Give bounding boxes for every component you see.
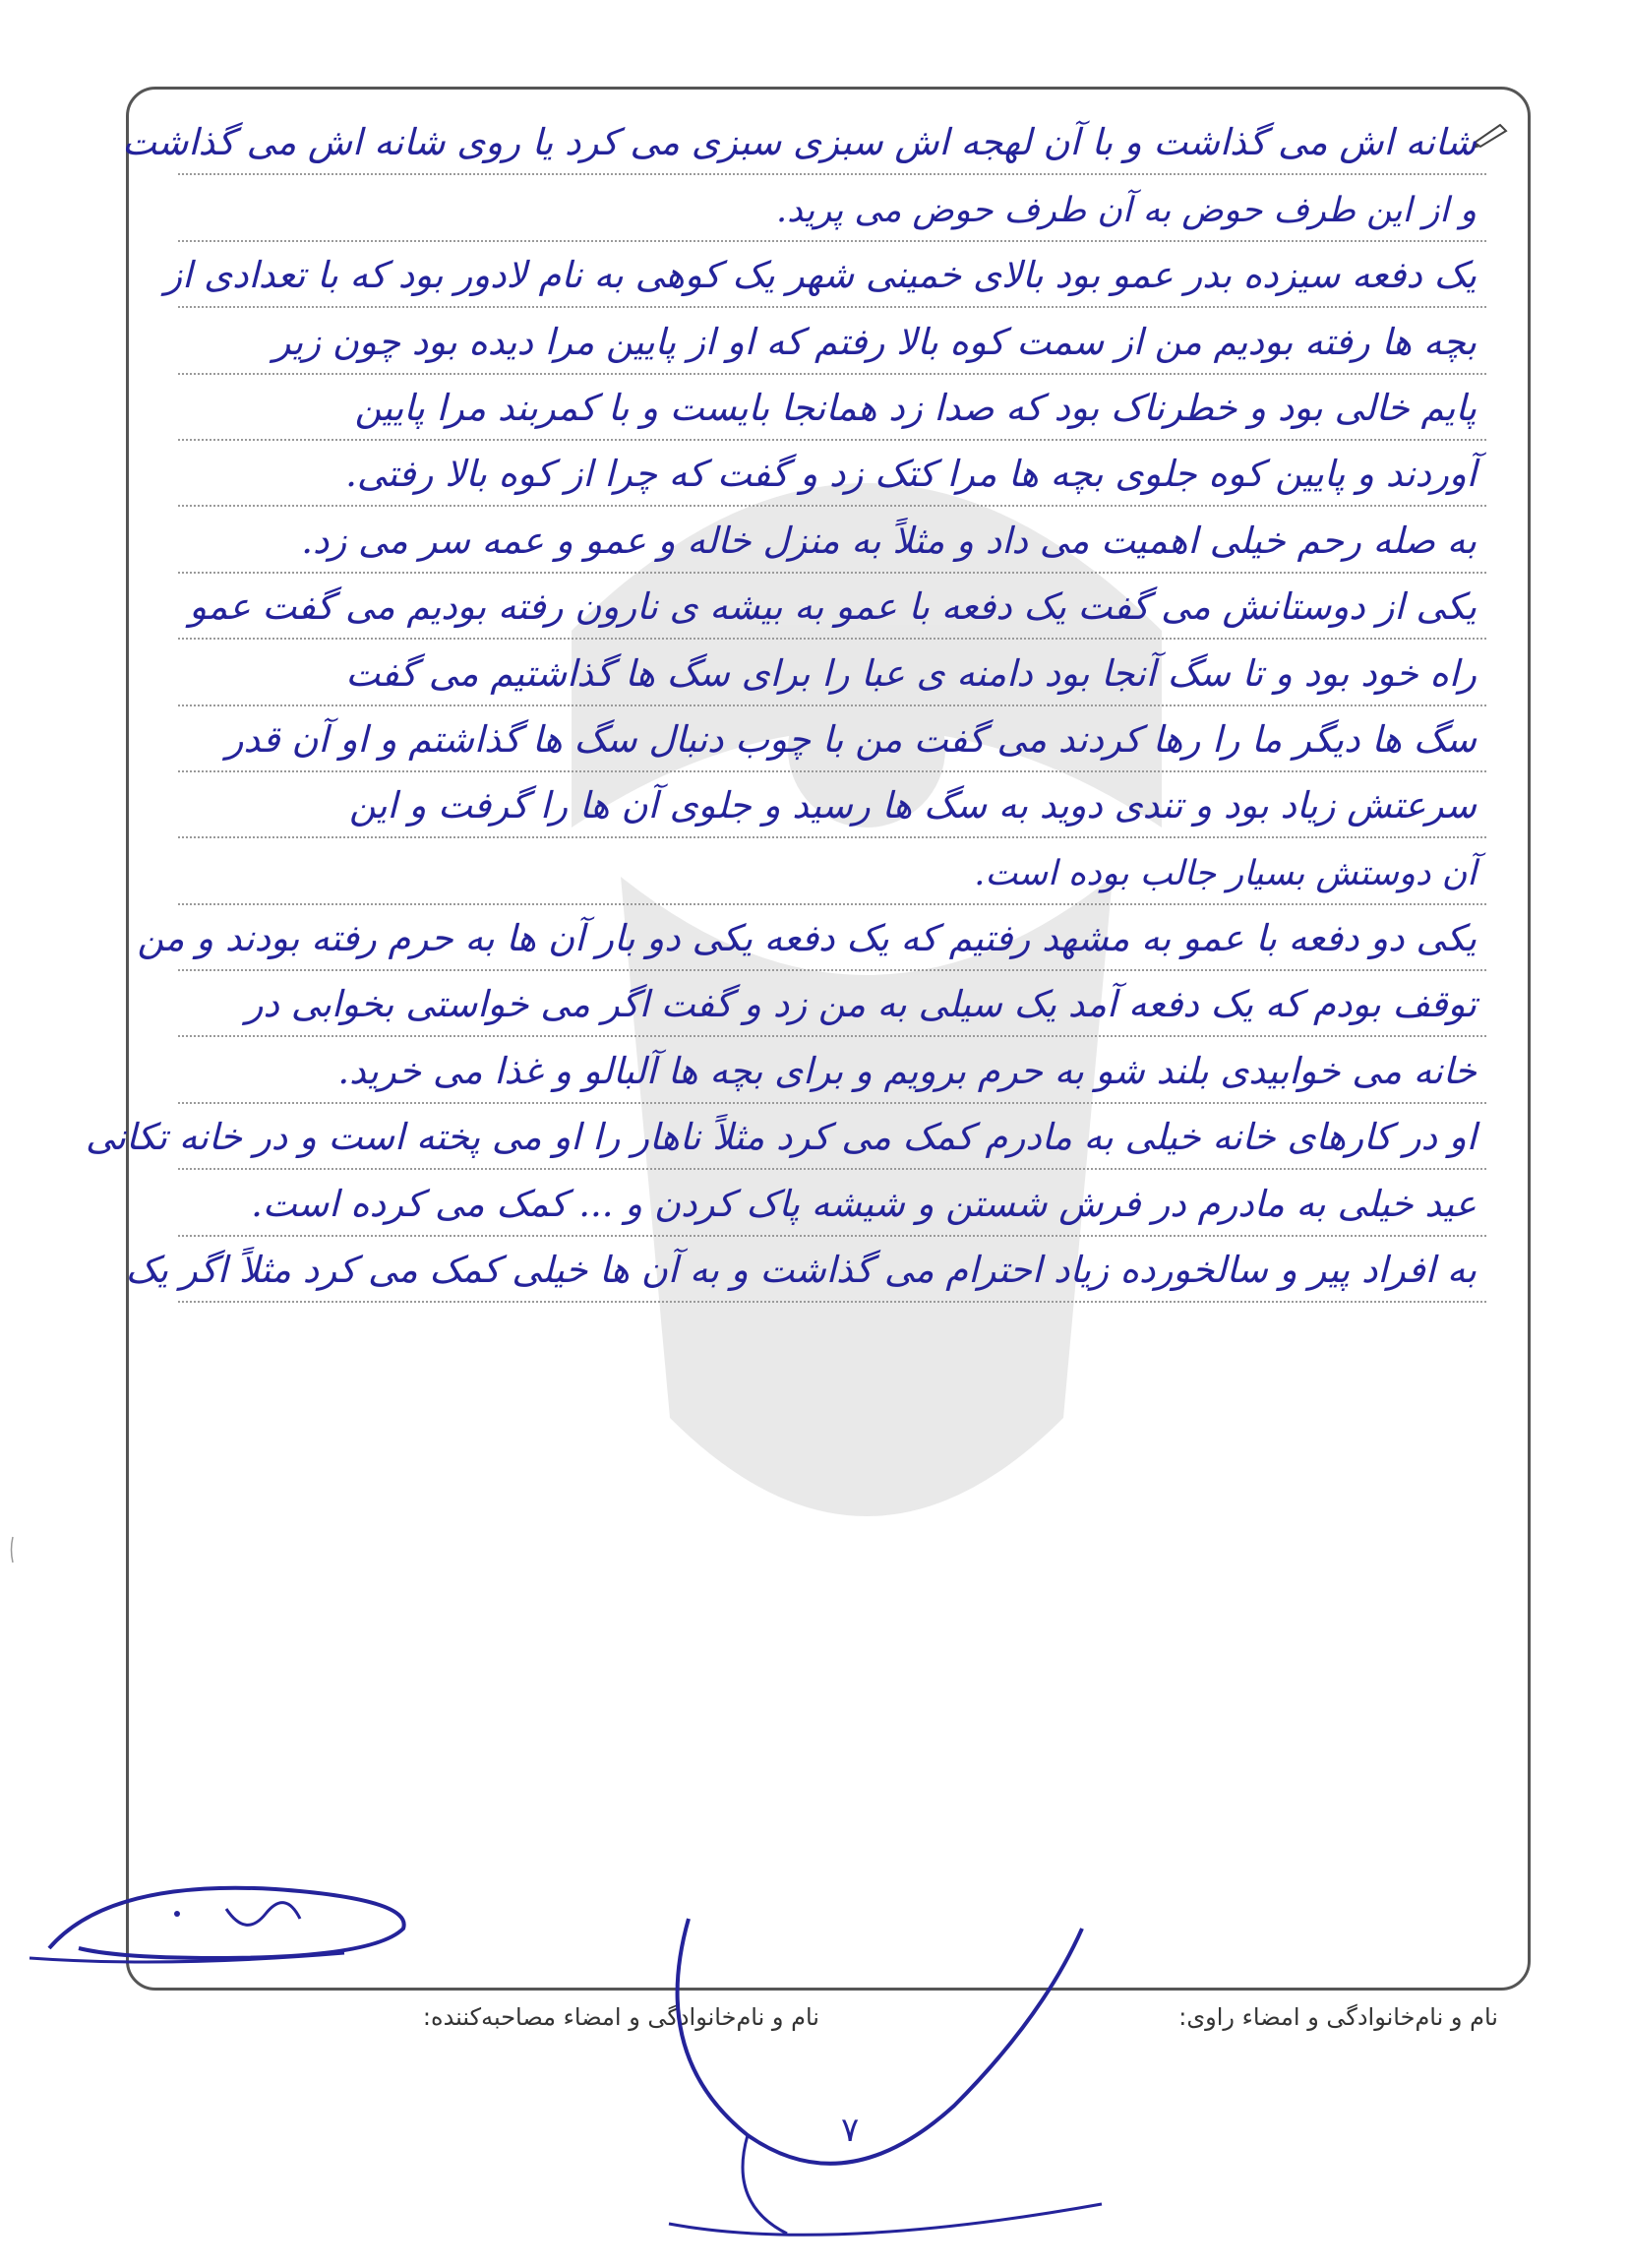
text-line xyxy=(85,1104,1486,1170)
text-line xyxy=(178,308,1486,374)
text-line xyxy=(122,109,1486,175)
line-text: سگ ها دیگر ما را رها کردند می گفت من با چوب دنبال سگ ها گذاشتم و او آن قدر xyxy=(225,717,1477,761)
interviewer-signature xyxy=(630,1909,1141,2263)
text-line xyxy=(178,772,1486,838)
line-text: پایم خالی بود و خطرناک بود که صدا زد همانجا بایست و با کمربند مرا پایین xyxy=(354,386,1477,429)
text-line xyxy=(164,242,1486,308)
text-line xyxy=(178,971,1486,1037)
line-text: یک دفعه سیزده بدر عمو بود بالای خمینی شهر یک کوهی به نام لادور بود که با تعدادی از xyxy=(164,254,1477,297)
line-text: بچه ها رفته بودیم من از سمت کوه بالا رفتم که او از پایین مرا دیده بود چون زیر xyxy=(272,320,1477,363)
line-text: خانه می خوابیدی بلند شو به حرم برویم و برای بچه ها آلبالو و غذا می خرید. xyxy=(337,1049,1477,1092)
line-text: به افراد پیر و سالخورده زیاد احترام می گذاشت و به آن ها خیلی کمک می کرد مثلاً اگر یک xyxy=(125,1249,1477,1292)
line-text: عید خیلی به مادرم در فرش شستن و شیشه پاک کردن و ... کمک می کرده است. xyxy=(251,1182,1477,1225)
line-text: توقف بودم که یک دفعه آمد یک سیلی به من زد و گفت اگر می خواستی بخوابی در xyxy=(245,983,1477,1026)
text-line xyxy=(178,706,1486,772)
handwritten-lines xyxy=(85,109,1486,1303)
line-text: راه خود بود و تا سگ آنجا بود دامنه ی عبا را برای سگ ها گذاشتیم می گفت xyxy=(345,651,1477,695)
text-line xyxy=(178,375,1486,441)
line-text: سرعتش زیاد بود و تندی دوید به سگ ها رسید و جلوی آن ها را گرفت و این xyxy=(349,784,1477,828)
margin-mark xyxy=(8,1535,18,1564)
text-line xyxy=(178,640,1486,705)
interviewer-signature-label: نام و نام‌خانوادگی و امضاء مصاحبه‌کننده: xyxy=(422,2003,819,2031)
line-text: و از این طرف حوض به آن طرف حوض می پرید. xyxy=(776,190,1477,230)
narrator-signature xyxy=(20,1860,571,1978)
text-line xyxy=(137,905,1486,971)
line-text: شانه اش می گذاشت و با آن لهجه اش سبزی سبزی می کرد یا روی شانه اش می گذاشت xyxy=(122,121,1477,164)
line-text: او در کارهای خانه خیلی به مادرم کمک می کرد مثلاً ناهار را او می پخته است و در خانه تکانی xyxy=(85,1116,1477,1159)
narrator-signature-label: نام و نام‌خانوادگی و امضاء راوی: xyxy=(1178,2003,1498,2031)
text-line xyxy=(178,1037,1486,1103)
text-line xyxy=(178,1170,1486,1236)
line-text: به صله رحم خیلی اهمیت می داد و مثلاً به منزل خاله و عمو و عمه سر می زد. xyxy=(301,519,1477,562)
text-line xyxy=(178,441,1486,507)
line-text: آن دوستش بسیار جالب بوده است. xyxy=(974,853,1477,893)
page-frame xyxy=(85,87,1531,2031)
text-line xyxy=(178,507,1486,573)
text-line xyxy=(178,838,1486,904)
text-line xyxy=(125,1237,1486,1303)
line-text: یکی دو دفعه با عمو به مشهد رفتیم که یک دفعه یکی دو بار آن ها به حرم رفته بودند و من xyxy=(137,917,1477,960)
text-line xyxy=(178,574,1486,640)
page-number: ۷ xyxy=(841,2111,860,2150)
line-text: یکی از دوستانش می گفت یک دفعه با عمو به بیشه ی نارون رفته بودیم می گفت عمو xyxy=(189,585,1477,629)
text-line xyxy=(178,175,1486,241)
line-text: آوردند و پایین کوه جلوی بچه ها مرا کتک زد و گفت که چرا از کوه بالا رفتی. xyxy=(345,453,1477,496)
